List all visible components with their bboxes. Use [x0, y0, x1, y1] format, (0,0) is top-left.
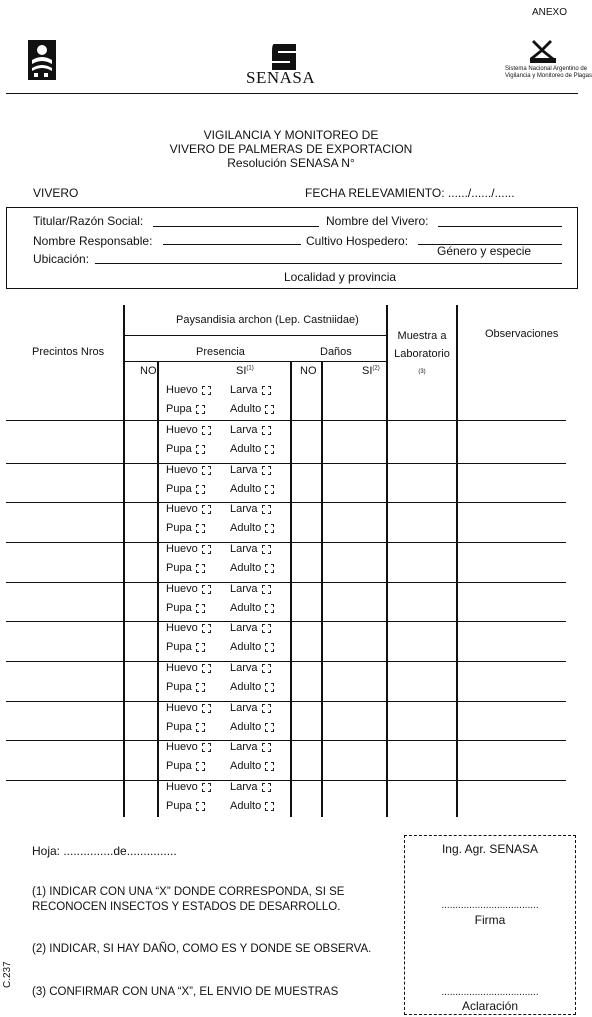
- stage-checkbox[interactable]: [202, 585, 211, 594]
- stage-checkbox[interactable]: [262, 585, 271, 594]
- stage-checkbox[interactable]: [202, 505, 211, 514]
- table-row-divider: [6, 780, 566, 781]
- observaciones-header: Observaciones: [485, 328, 559, 340]
- stage-checkbox[interactable]: [196, 445, 205, 454]
- pupa-label: Pupa: [166, 602, 192, 614]
- stage-option[interactable]: [166, 641, 205, 653]
- ubicacion-label: Ubicación:: [33, 252, 90, 266]
- stage-checkbox[interactable]: [196, 643, 205, 652]
- stage-option[interactable]: [230, 384, 271, 396]
- pupa-label: Pupa: [166, 443, 192, 455]
- adulto-label: Adulto: [230, 721, 262, 733]
- stage-checkbox[interactable]: [265, 683, 274, 692]
- table-row-divider: [6, 542, 566, 543]
- table-col-divider: [157, 362, 159, 817]
- stage-checkbox[interactable]: [262, 426, 271, 435]
- stage-checkbox[interactable]: [202, 704, 211, 713]
- larva-label: Larva: [230, 543, 258, 555]
- presencia-no-header: NO: [140, 365, 157, 377]
- stage-option[interactable]: [230, 760, 274, 772]
- stage-option[interactable]: [166, 464, 211, 476]
- stage-option[interactable]: [166, 702, 211, 714]
- stage-checkbox[interactable]: [265, 762, 274, 771]
- table-row-divider: [6, 740, 566, 741]
- stage-option[interactable]: [230, 641, 274, 653]
- stage-checkbox[interactable]: [196, 604, 205, 613]
- stage-option[interactable]: [166, 483, 205, 495]
- stage-option[interactable]: [166, 760, 205, 772]
- stage-checkbox[interactable]: [196, 524, 205, 533]
- larva-label: Larva: [230, 503, 258, 515]
- stage-checkbox[interactable]: [265, 445, 274, 454]
- stage-option[interactable]: [230, 464, 271, 476]
- huevo-label: Huevo: [166, 464, 198, 476]
- pupa-label: Pupa: [166, 522, 192, 534]
- anexo-label: ANEXO: [532, 7, 568, 18]
- titular-label: Titular/Razón Social:: [33, 214, 144, 228]
- stage-option[interactable]: [230, 681, 274, 693]
- note-3: (3) CONFIRMAR CON UNA “X”, EL ENVIO DE MUESTRAS: [32, 986, 339, 998]
- stage-checkbox[interactable]: [265, 723, 274, 732]
- larva-label: Larva: [230, 583, 258, 595]
- stage-option[interactable]: [166, 403, 205, 415]
- firma-label: Firma: [474, 913, 506, 927]
- stage-option[interactable]: [230, 741, 271, 753]
- stage-option[interactable]: [230, 503, 271, 515]
- stage-checkbox[interactable]: [265, 802, 274, 811]
- stage-option[interactable]: [166, 443, 205, 455]
- aclaracion-line[interactable]: ...................................: [441, 987, 539, 998]
- stage-checkbox[interactable]: [262, 386, 271, 395]
- stage-checkbox[interactable]: [202, 783, 211, 792]
- vivero-label: VIVERO: [33, 186, 79, 200]
- huevo-label: Huevo: [166, 622, 198, 634]
- senasa-brand: SENASA: [246, 68, 316, 87]
- stage-option[interactable]: [166, 662, 211, 674]
- senasa-emblem-icon: [270, 44, 298, 70]
- stage-checkbox[interactable]: [262, 704, 271, 713]
- huevo-label: Huevo: [166, 662, 198, 674]
- table-row-divider: [6, 502, 566, 503]
- huevo-label: Huevo: [166, 781, 198, 793]
- stage-option[interactable]: [166, 522, 205, 534]
- stage-checkbox[interactable]: [202, 545, 211, 554]
- stage-checkbox[interactable]: [262, 505, 271, 514]
- localidad-caption: Localidad y provincia: [284, 270, 397, 284]
- stage-checkbox[interactable]: [265, 604, 274, 613]
- danos-si-header: SI$^{(2)}$: [362, 365, 380, 377]
- stage-option[interactable]: [230, 800, 274, 812]
- adulto-label: Adulto: [230, 681, 262, 693]
- stage-option[interactable]: [230, 602, 274, 614]
- larva-label: Larva: [230, 781, 258, 793]
- stage-checkbox[interactable]: [196, 485, 205, 494]
- stage-option[interactable]: [230, 483, 274, 495]
- stage-checkbox[interactable]: [262, 466, 271, 475]
- pupa-label: Pupa: [166, 403, 192, 415]
- stage-option[interactable]: [166, 503, 211, 515]
- huevo-label: Huevo: [166, 702, 198, 714]
- responsable-field[interactable]: [163, 244, 301, 245]
- adulto-label: Adulto: [230, 522, 262, 534]
- stage-checkbox[interactable]: [202, 386, 211, 395]
- table-col-divider: [290, 362, 292, 817]
- stage-checkbox[interactable]: [265, 564, 274, 573]
- pupa-label: Pupa: [166, 721, 192, 733]
- huevo-label: Huevo: [166, 424, 198, 436]
- larva-label: Larva: [230, 464, 258, 476]
- genero-caption: Género y especie: [437, 244, 532, 258]
- adulto-label: Adulto: [230, 602, 262, 614]
- table-row-divider: [6, 463, 566, 464]
- huevo-label: Huevo: [166, 384, 198, 396]
- pupa-label: Pupa: [166, 562, 192, 574]
- adulto-label: Adulto: [230, 760, 262, 772]
- stage-option[interactable]: [230, 702, 271, 714]
- table-header-divider: [123, 335, 386, 336]
- stage-option[interactable]: [230, 721, 274, 733]
- stage-checkbox[interactable]: [202, 466, 211, 475]
- pupa-label: Pupa: [166, 483, 192, 495]
- stage-checkbox[interactable]: [265, 643, 274, 652]
- responsable-label: Nombre Responsable:: [33, 234, 153, 248]
- stage-option[interactable]: [166, 424, 211, 436]
- pupa-label: Pupa: [166, 800, 192, 812]
- larva-label: Larva: [230, 662, 258, 674]
- header-divider: [6, 93, 578, 94]
- sinavimo-logo-icon: [528, 38, 558, 58]
- note-1: (1) INDICAR CON UNA “X” DONDE CORRESPONDA, SI SE RECONOCEN INSECTOS Y ESTADOS DE DESARROLLO.: [32, 886, 345, 913]
- stage-checkbox[interactable]: [196, 564, 205, 573]
- stage-option[interactable]: [166, 384, 211, 396]
- page-title: VIGILANCIA Y MONITOREO DE VIVERO DE PALMERAS DE EXPORTACION Resolución SENASA N°: [169, 128, 413, 170]
- table-col-divider: [321, 362, 323, 817]
- adulto-label: Adulto: [230, 800, 262, 812]
- adulto-label: Adulto: [230, 483, 262, 495]
- larva-label: Larva: [230, 741, 258, 753]
- presencia-si-header: SI$^{(1)}$: [236, 365, 254, 377]
- pupa-label: Pupa: [166, 641, 192, 653]
- stage-option[interactable]: [166, 583, 211, 595]
- left-logo: [28, 40, 56, 80]
- stage-option[interactable]: [230, 403, 274, 415]
- huevo-label: Huevo: [166, 583, 198, 595]
- table-row-divider: [6, 701, 566, 702]
- huevo-label: Huevo: [166, 503, 198, 515]
- stage-option[interactable]: [230, 622, 271, 634]
- stage-checkbox[interactable]: [202, 664, 211, 673]
- stage-option[interactable]: [230, 583, 271, 595]
- hoja-counter: Hoja: ...............de...............: [32, 844, 177, 858]
- adulto-label: Adulto: [230, 443, 262, 455]
- huevo-label: Huevo: [166, 543, 198, 555]
- stage-option[interactable]: [230, 424, 271, 436]
- stage-option[interactable]: [166, 800, 205, 812]
- table-row-divider: [6, 661, 566, 662]
- stage-option[interactable]: [166, 681, 205, 693]
- pupa-label: Pupa: [166, 760, 192, 772]
- muestra-header: Muestra a Laboratorio (3): [394, 330, 450, 375]
- pest-header: Paysandisia archon (Lep. Castniidae): [176, 314, 359, 326]
- stage-checkbox[interactable]: [265, 485, 274, 494]
- stage-option[interactable]: [230, 522, 274, 534]
- stage-checkbox[interactable]: [196, 802, 205, 811]
- titular-field[interactable]: [153, 226, 319, 227]
- precintos-header: Precintos Nros: [32, 346, 105, 358]
- adulto-label: Adulto: [230, 641, 262, 653]
- stage-option[interactable]: [166, 721, 205, 733]
- ing-agr-label: Ing. Agr. SENASA: [441, 842, 539, 856]
- table-row-divider: [6, 420, 566, 421]
- stage-checkbox[interactable]: [265, 524, 274, 533]
- stage-option[interactable]: [166, 543, 211, 555]
- danos-header: Daños: [320, 346, 352, 358]
- danos-no-header: NO: [300, 365, 317, 377]
- pupa-label: Pupa: [166, 681, 192, 693]
- stage-checkbox[interactable]: [202, 624, 211, 633]
- larva-label: Larva: [230, 702, 258, 714]
- stage-option[interactable]: [166, 781, 211, 793]
- larva-label: Larva: [230, 622, 258, 634]
- right-logo-caption: Sistema Nacional Argentino de Vigilancia y Monitoreo de Plagas: [505, 66, 592, 79]
- huevo-label: Huevo: [166, 741, 198, 753]
- stage-checkbox[interactable]: [196, 683, 205, 692]
- adulto-label: Adulto: [230, 562, 262, 574]
- stage-checkbox[interactable]: [202, 426, 211, 435]
- stage-checkbox[interactable]: [262, 624, 271, 633]
- stage-checkbox[interactable]: [262, 743, 271, 752]
- stage-option[interactable]: [230, 443, 274, 455]
- table-row-divider: [6, 582, 566, 583]
- stage-checkbox[interactable]: [196, 762, 205, 771]
- stage-option[interactable]: [166, 562, 205, 574]
- stage-option[interactable]: [166, 602, 205, 614]
- note-2: (2) INDICAR, SI HAY DAÑO, COMO ES Y DONDE SE OBSERVA.: [32, 943, 372, 955]
- larva-label: Larva: [230, 384, 258, 396]
- table-header-divider: [123, 361, 386, 362]
- stage-option[interactable]: [230, 562, 274, 574]
- stage-option[interactable]: [166, 741, 211, 753]
- stage-checkbox[interactable]: [262, 664, 271, 673]
- adulto-label: Adulto: [230, 403, 262, 415]
- stage-checkbox[interactable]: [196, 405, 205, 414]
- fecha-relevamiento: FECHA RELEVAMIENTO: ....../....../......: [305, 186, 515, 200]
- nombre-vivero-label: Nombre del Vivero:: [326, 214, 429, 228]
- firma-line[interactable]: ...................................: [441, 900, 539, 911]
- stage-checkbox[interactable]: [196, 723, 205, 732]
- nombre-vivero-field[interactable]: [438, 226, 562, 227]
- cultivo-label: Cultivo Hospedero:: [306, 234, 409, 248]
- table-row-divider: [6, 621, 566, 622]
- stage-option[interactable]: [230, 662, 271, 674]
- stage-checkbox[interactable]: [265, 405, 274, 414]
- form-code: C.237: [2, 961, 13, 988]
- stage-checkbox[interactable]: [262, 783, 271, 792]
- ubicacion-field[interactable]: [95, 263, 562, 264]
- presencia-header: Presencia: [196, 346, 245, 358]
- stage-checkbox[interactable]: [202, 743, 211, 752]
- larva-label: Larva: [230, 424, 258, 436]
- stage-option[interactable]: [230, 781, 271, 793]
- stage-checkbox[interactable]: [262, 545, 271, 554]
- stage-option[interactable]: [230, 543, 271, 555]
- stage-option[interactable]: [166, 622, 211, 634]
- aclaracion-label: Aclaración: [461, 999, 519, 1013]
